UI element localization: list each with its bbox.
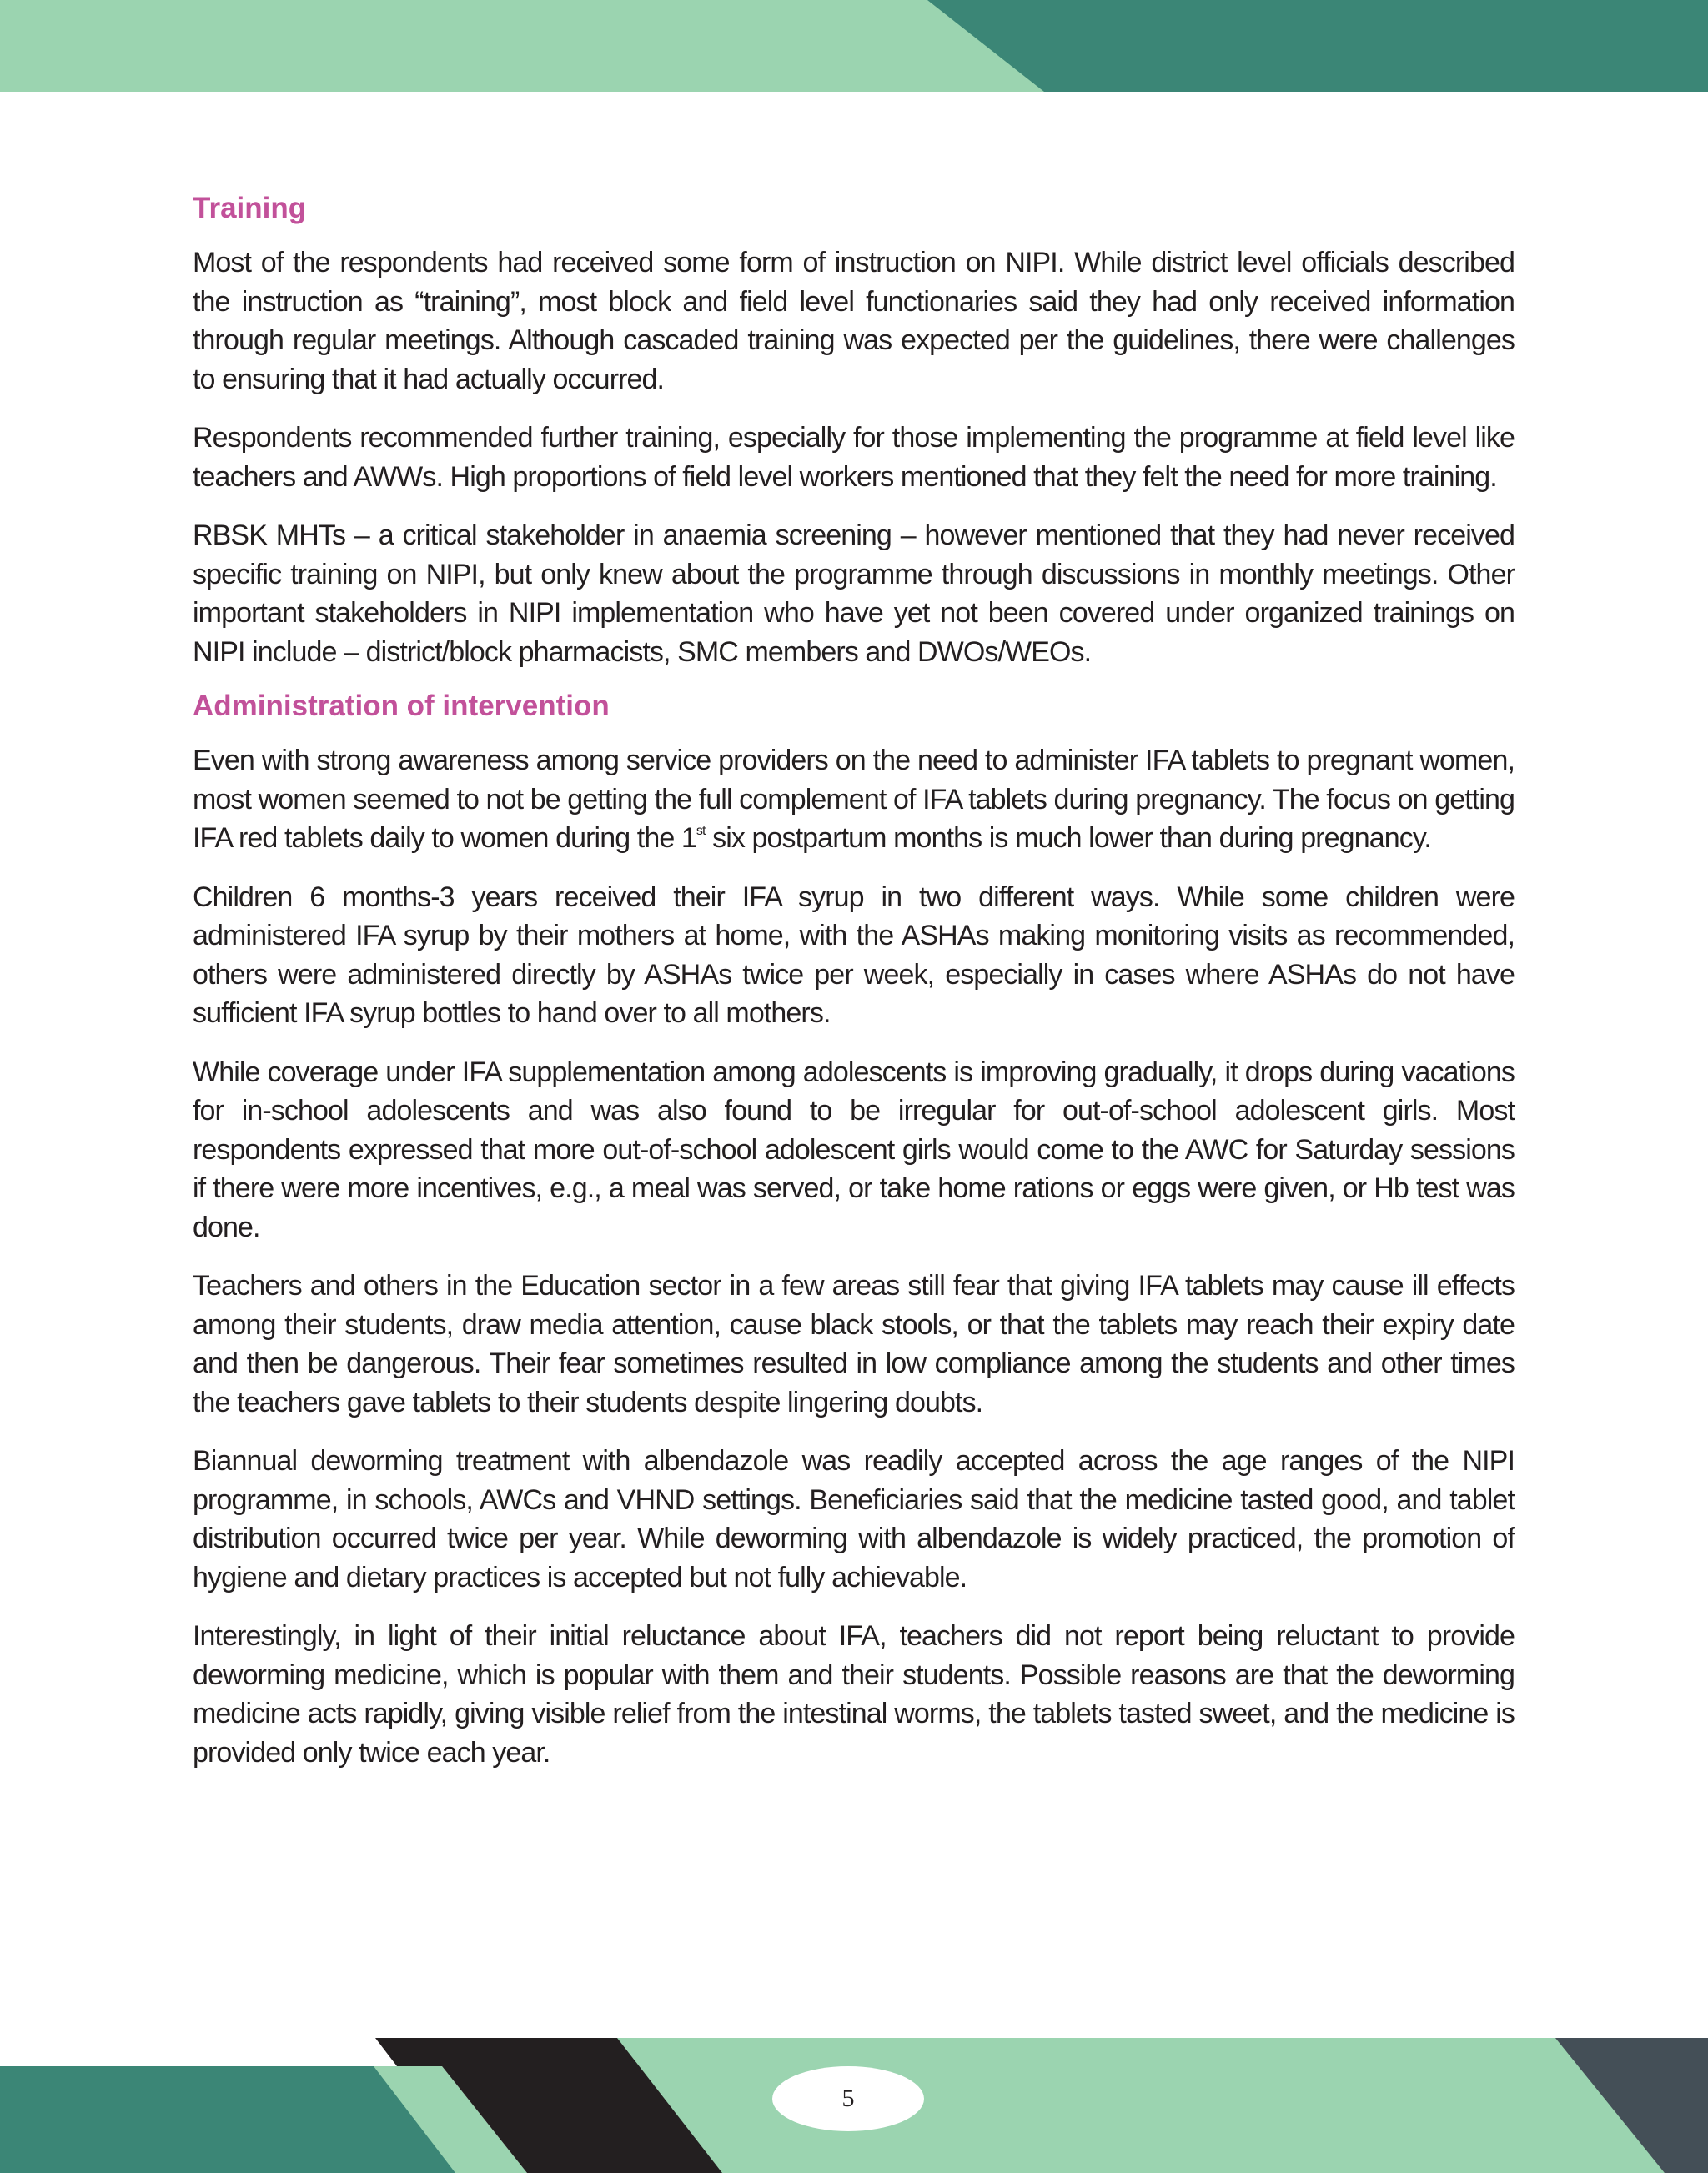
page-number: 5 bbox=[772, 2066, 924, 2131]
document-body bbox=[193, 187, 1515, 1792]
training-paragraph-2: Respondents recommended further training, especially for those implementing the programme at field level like teachers and AWWs. High proportions of field level workers mentioned that they felt the need for more training. bbox=[193, 422, 1515, 493]
top-decorative-band bbox=[0, 0, 1708, 92]
section-heading-training: Training bbox=[193, 192, 307, 224]
training-paragraph-3: RBSK MHTs – a critical stakeholder in anaemia screening – however mentioned that they had never received specific training on NIPI, but only knew about the programme through discussions in monthly meetings. Other important stakeholders in NIPI implementation who have yet not been covered under organized trainings on NIPI include – district/block pharmacists, SMC members and DWOs/WEOs. bbox=[193, 519, 1515, 668]
section-heading-administration: Administration of intervention bbox=[193, 690, 610, 722]
administration-paragraph-1 bbox=[193, 741, 1515, 858]
ordinal-suffix: st bbox=[696, 824, 706, 838]
administration-paragraph-6: Interestingly, in light of their initial reluctance about IFA, teachers did not report being reluctant to provide deworming medicine, which is popular with them and their students. Possible reasons are that the deworming medicine acts rapidly, giving visible relief from the intestinal worms, the tablets tasted sweet, and the medicine is provided only twice each year. bbox=[193, 1620, 1515, 1769]
administration-paragraph-1-start: Even with strong awareness among service providers on the need to administer IFA tablets to pregnant women, most women seemed to not be getting the full complement of IFA tablets during pregnancy. The focus on getting IFA red tablets daily to women during the 1 bbox=[193, 745, 1515, 854]
administration-paragraph-4: Teachers and others in the Education sector in a few areas still fear that giving IFA tablets may cause ill effects among their students, draw media attention, cause black stools, or that the tablets may reach their expiry date and then be dangerous. Their fear sometimes resulted in low compliance among the students and other times the teachers gave tablets to their students despite lingering doubts. bbox=[193, 1270, 1515, 1418]
training-paragraph-1: Most of the respondents had received some form of instruction on NIPI. While district level officials described the instruction as “training”, most block and field level functionaries said they had only received information through regular meetings. Although cascaded training was expected per the guidelines, there were challenges to ensuring that it had actually occurred. bbox=[193, 247, 1515, 395]
administration-paragraph-3: While coverage under IFA supplementation among adolescents is improving gradually, it drops during vacations for in-school adolescents and was also found to be irregular for out-of-school adolescent girls. Most respondents expressed that more out-of-school adolescent girls would come to the AWC for Saturday sessions if there were more incentives, e.g., a meal was served, or take home rations or eggs were given, or Hb test was done. bbox=[193, 1056, 1515, 1243]
administration-paragraph-5: Biannual deworming treatment with albendazole was readily accepted across the age ranges of the NIPI programme, in schools, AWCs and VHND settings. Beneficiaries said that the medicine tasted good, and tablet distribution occurred twice per year. While deworming with albendazole is widely practiced, the promotion of hygiene and dietary practices is accepted but not fully achievable. bbox=[193, 1445, 1515, 1593]
top-band-dark bbox=[927, 0, 1708, 92]
administration-paragraph-1-end: six postpartum months is much lower than during pregnancy. bbox=[705, 822, 1431, 854]
administration-paragraph-2: Children 6 months-3 years received their IFA syrup in two different ways. While some children were administered IFA syrup by their mothers at home, with the ASHAs making monitoring visits as recommended, others were administered directly by ASHAs twice per week, especially in cases where ASHAs do not have sufficient IFA syrup bottles to hand over to all mothers. bbox=[193, 881, 1515, 1029]
